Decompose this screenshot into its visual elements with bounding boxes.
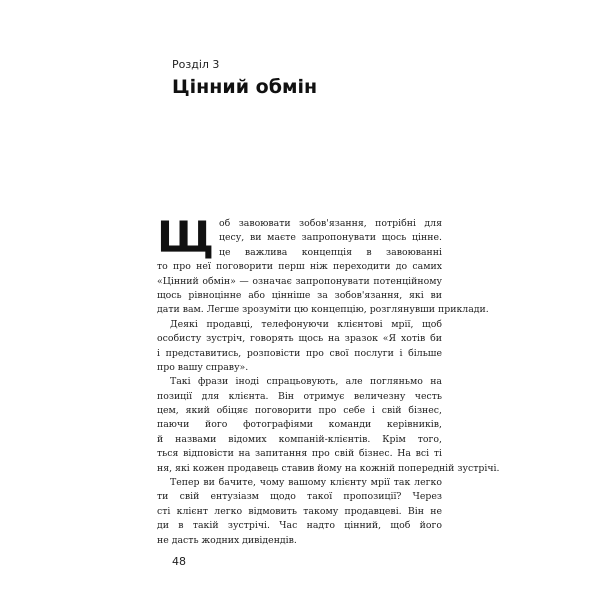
chapter-title: Цінний обмін xyxy=(172,76,318,98)
text-line: Деякі продавці, телефонуючи клієнтові мрії, щоб xyxy=(170,318,442,330)
text-line: ться відповісти на запитання про свій бізнес. На всі ті xyxy=(157,448,442,460)
text-line: це важлива концепція в завоюванні xyxy=(219,246,442,258)
text-line: позиції для клієнта. Він отримує величезну честь xyxy=(157,390,442,402)
text-line: дати вам. Легше зрозуміти цю концепцію, розглянувши приклади. xyxy=(157,304,489,316)
text-line: об завоювати зобов'язання, потрібні для xyxy=(219,218,442,229)
text-line: і представитись, розповісти про свої послуги і більше xyxy=(157,347,442,359)
text-line: Тепер ви бачите, чому вашому клієнту мрії так легко xyxy=(170,477,442,489)
text-line: ти свій ентузіазм щодо такої пропозиції? Через xyxy=(157,491,442,503)
chapter-label: Розділ 3 xyxy=(172,58,220,71)
page-number: 48 xyxy=(172,555,186,568)
text-line: то про неї поговорити перш ніж переходити до самих xyxy=(157,261,442,273)
text-line: цесу, ви маєте запропонувати щось цінне. xyxy=(219,232,442,244)
text-line: сті клієнт легко відмовить такому продавцеві. Він не xyxy=(157,505,442,517)
text-line: про вашу справу». xyxy=(157,361,249,373)
body-text xyxy=(157,213,500,548)
text-line: ди в такій зустрічі. Час надто цінний, щоб його xyxy=(157,520,442,532)
text-line: й назвами відомих компаній-клієнтів. Крім того, xyxy=(157,433,442,445)
text-line: цем, який обіцяє поговорити про себе і свій бізнес, xyxy=(157,405,442,417)
text-line: паючи його фотографіями команди керівників, xyxy=(157,419,442,431)
text-line: не дасть жодних дивідендів. xyxy=(157,534,297,546)
drop-cap: Щ xyxy=(157,213,215,263)
text-line: особисту зустріч, говорять щось на зразок «Я хотів би xyxy=(157,333,442,345)
text-line: щось рівноцінне або цінніше за зобов'язання, які ви xyxy=(157,289,442,301)
text-line: ня, які кожен продавець ставив йому на кожній попередній зустрічі. xyxy=(157,462,500,474)
text-line: Такі фрази іноді спрацьовують, але погляньмо на xyxy=(170,376,442,388)
text-line: «Цінний обмін» — означає запропонувати потенційному xyxy=(157,275,442,287)
